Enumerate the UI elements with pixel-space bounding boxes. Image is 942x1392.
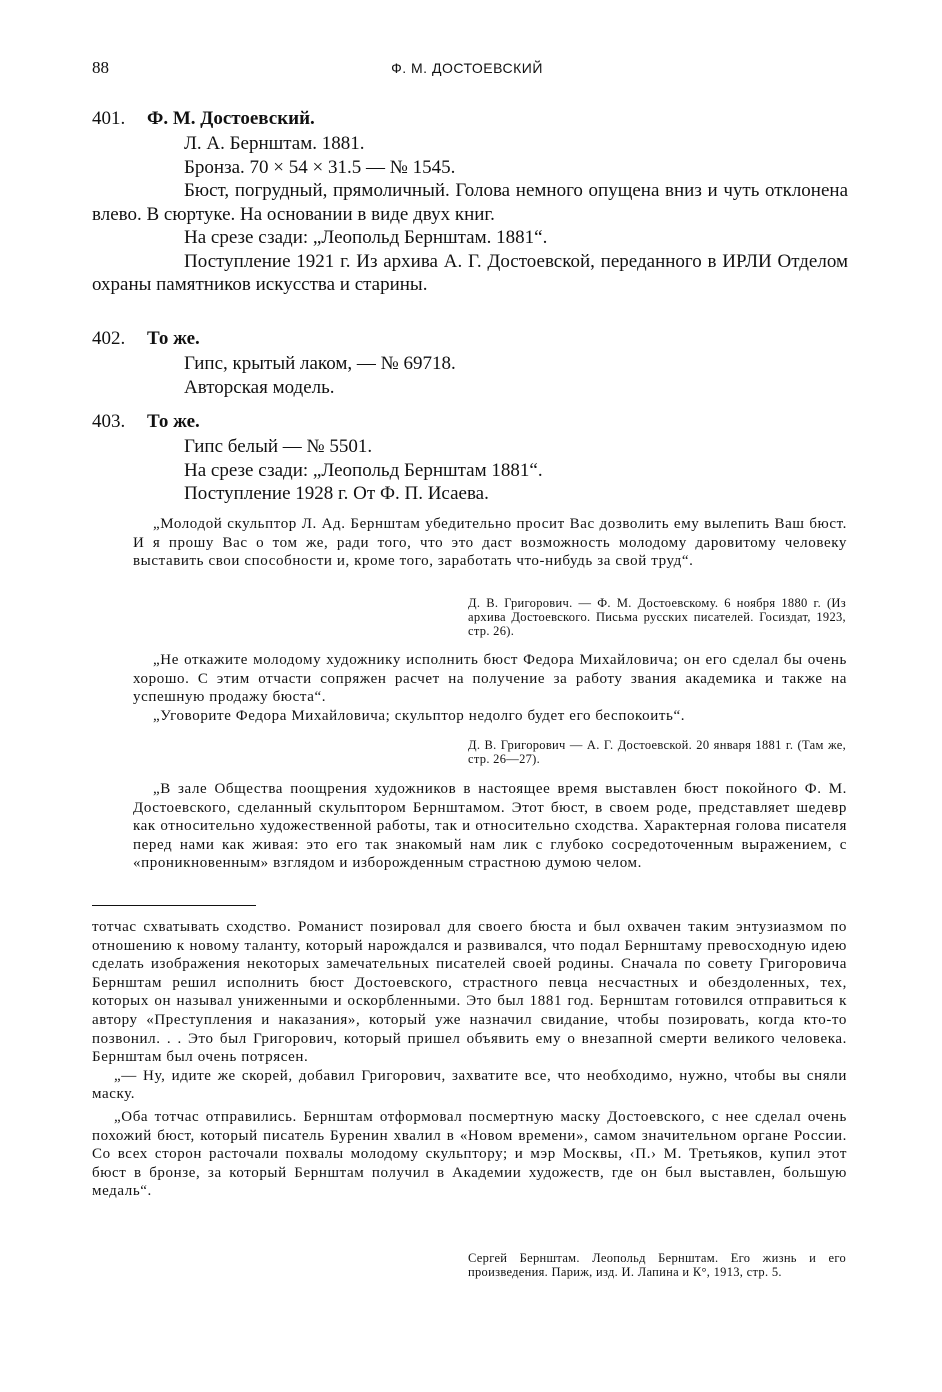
footnote-paragraph: „— Ну, идите же скорей, добавил Григорович, захватите все, что необходимо, нужно, чтобы вы сняли маску.	[92, 1067, 847, 1103]
quote-block	[133, 515, 847, 571]
quote-text: „Не откажите молодому художнику исполнить бюст Федора Михайловича; он его сделал бы очень хорошо. С этим отчасти сопряжен расчет на получение за работу звания академика и также на успешную продажу бюста“.	[133, 652, 847, 705]
entry-inscription: На срезе сзади: „Леопольд Бернштам 1881“.	[184, 459, 543, 481]
entry-number: 402.	[92, 328, 126, 349]
entry-title: Ф. М. Достоевский.	[147, 108, 315, 129]
catalog-entry-403	[92, 409, 852, 506]
footnote-rule	[92, 905, 256, 906]
running-head	[92, 58, 842, 82]
entry-provenance: Поступление 1921 г. Из архива А. Г. Достоевской, переданного в ИРЛИ Отделом охраны памятников искусства и старины.	[92, 250, 848, 295]
entry-material: Бронза. 70 × 54 × 31.5 — № 1545.	[184, 156, 456, 178]
footnote-source: Сергей Бернштам. Леопольд Бернштам. Его жизнь и его произведения. Париж, изд. И. Лапина и К°, 1913, стр. 5.	[468, 1251, 846, 1279]
entry-number: 403.	[92, 411, 126, 432]
entry-title: То же.	[147, 328, 200, 349]
footnote-paragraph: „Оба тотчас отправились. Бернштам отформовал посмертную маску Достоевского, с нее сделал очень похожий бюст, который писатель Буренин хвалил в «Новом времени», самом значительном органе России. Со всех сторон расточали похвалы молодому скульптору; и мэр Москвы, ‹П.› М. Третьяков, купил этот бюст в бронзе, за который Бернштам получил в Академии художеств, где он был выставлен, большую медаль“.	[92, 1108, 847, 1200]
entry-provenance: Поступление 1928 г. От Ф. П. Исаева.	[184, 483, 489, 504]
entry-heading	[92, 326, 852, 352]
footnote-paragraph: тотчас схватывать сходство. Романист позировал для своего бюста и был охвачен таким энтузиазмом по отношению к новому таланту, который нарождался и развивался, что подал Бернштаму превосходную идею сделать изображения некоторых замечательных писателей своей родины. Сначала по совету Григоровича Бернштам решил исполнить бюст Достоевского, страстного певца несчастных и обездоленных, тех, которых он называл униженными и оскорбленными. Это был 1881 год. Бернштам готовился отправиться к автору «Преступления и наказания», который уже назначил свидание, чтобы позировать, когда кто-то позвонил. . . Это был Григорович, который пришел объявить ему о внезапной смерти великого человека. Бернштам был очень потрясен.	[92, 919, 847, 1066]
entry-material: Гипс, крытый лаком, — № 69718.	[184, 353, 456, 374]
quote-text: „Молодой скульптор Л. Ад. Бернштам убедительно просит Вас дозволить ему вылепить Ваш бюст. И я прошу Вас о том же, ради того, что это даст возможность молодому даровитому человеку выставить свои способности и, кроме того, заработать что-нибудь за свой труд“.	[133, 516, 847, 569]
page-number: 88	[92, 58, 109, 77]
entry-description: Бюст, погрудный, прямоличный. Голова немного опущена вниз и чуть отклонена влево. В сюртуке. На основании в виде двух книг.	[92, 180, 848, 225]
entry-material: Гипс белый — № 5501.	[184, 436, 373, 457]
entry-note: Авторская модель.	[184, 376, 335, 398]
entry-inscription: На срезе сзади: „Леопольд Бернштам. 1881“.	[184, 227, 548, 248]
quote-source: Д. В. Григорович — А. Г. Достоевской. 20 января 1881 г. (Там же, стр. 26—27).	[468, 738, 846, 766]
entry-heading	[92, 409, 852, 435]
entry-heading	[92, 106, 852, 132]
quote-text: „В зале Общества поощрения художников в настоящее время выставлен бюст покойного Ф. М. Достоевского, сделанный скульптором Бернштамом. Этот бюст, в своем роде, представляет шедевр как относительно художественной работы, так и относительно сходства. Характерная голова писателя перед нами как живая: это его так знакомый нам лик с глубоко сосредоточенным выражением, с «проникновенным» взглядом и изборожденным страстною думою челом.	[133, 781, 847, 871]
quote-text: „Уговорите Федора Михайловича; скульптор недолго будет его беспокоить“.	[153, 707, 686, 724]
quote-block	[133, 780, 847, 873]
running-title: Ф. М. ДОСТОЕВСКИЙ	[391, 60, 543, 76]
entry-author: Л. А. Бернштам. 1881.	[184, 133, 365, 154]
catalog-entry-402	[92, 326, 852, 399]
entry-number: 401.	[92, 108, 126, 129]
quote-source: Д. В. Григорович. — Ф. М. Достоевскому. 6 ноября 1880 г. (Из архива Достоевского. Письма русских писателей. Госиздат, 1923, стр. 26).	[468, 596, 846, 638]
quote-block	[133, 651, 847, 725]
footnote	[92, 918, 847, 1201]
entry-title: То же.	[147, 411, 200, 432]
catalog-entry-401	[92, 106, 852, 297]
